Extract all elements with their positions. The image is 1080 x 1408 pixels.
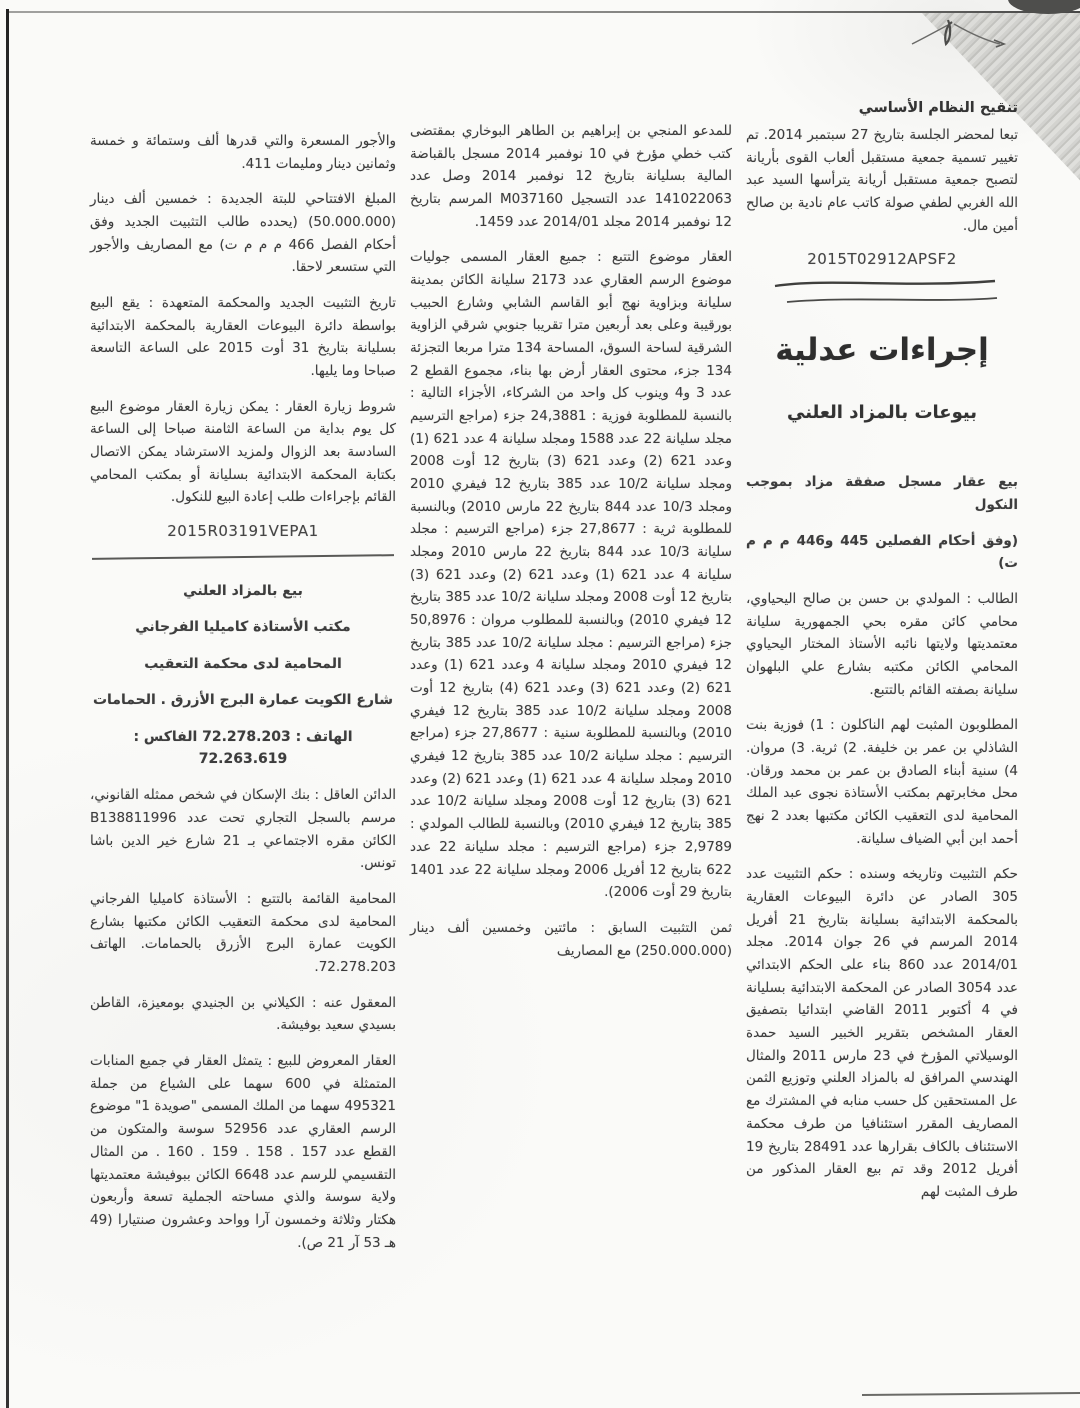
debtor-paragraph: المعقول عنه : الكيلاني بن الجنيدي بومعيزة، القاطن بسيدي سعيد بوفيشة. xyxy=(90,994,396,1034)
statute-filing-ref: 2015T02912APSF2 xyxy=(807,250,957,269)
pursuing-attorney-paragraph: المحامية القائمة بالتتبع : الأستاذة كاميليا الفرجاني المحامية لدى محكمة التعقيب الكائن مكتبها بشارع الكويت عمارة البرج الأزرق بالحمامات. الهاتف 72.278.203. xyxy=(90,891,396,976)
statute-amendment-title: تنقيح النظام الأساسي xyxy=(858,100,1018,116)
column-left xyxy=(90,0,396,1267)
handwritten-divider-icon xyxy=(757,276,1007,306)
petitioner-paragraph: الطالب : المولدي بن حسن بن صالح اليحياوي، محامي كائن مقره بحي الجمهورية سليانة معتمديتها ولايتها نائبه الأستاذ المختار اليحياوي المحامي الكائن مكتبه بشارع علي البلهوان سليانة بصفته القائم بالتتبع. xyxy=(746,591,1018,698)
creditor-paragraph: الدائن العاقل : بنك الإسكان في شخص ممثله القانوني، مرسم بالسجل التجاري تحت عدد B138811996 الكائن مقره الاجتماعي بـ 21 شارع خير الدين باشا تونس. xyxy=(90,787,396,872)
opening-bid-paragraph: المبلغ الافتتاحي للبتة الجديدة : خمسين ألف دينار (50.000.000) (يحدده طالب التثبيت الجديد وفق أحكام الفصل 466 م م م ت) مع المصاريف والأجور التي ستسعر لاحقا. xyxy=(90,191,397,276)
sale-legal-articles: (وفق أحكام الفصلين 445 و446 م م م ت) xyxy=(746,532,1018,572)
column-right xyxy=(746,0,1018,1267)
visit-conditions-paragraph: شروط زيارة العقار : يمكن زيارة العقار موضوع البيع كل يوم بداية من الساعة الثامنة صباحا إلى الساعة السادسة بعد الزوال ولمزيد الاسترشاد يمكن الاتصال بكتابة المحكمة الابتدائية بسليانة أو بمكتب المحامي القائم بإجراءات طلب إعادة البيع للنكول. xyxy=(90,398,396,506)
law-office-name: مكتب الأستاذة كاميليا الفرجاني xyxy=(135,619,351,636)
law-office-address: شارع الكويت عمارة البرج الأزرق . الحمامات xyxy=(92,692,393,709)
new-auction-date-paragraph: تاريخ التثبيت الجديد والمحكمة المتعهدة : يقع البيع بواسطة دائرة البيوعات العقارية بالمحكمة الابتدائية بسليانة بتاريخ 31 أوت 2015 على الساعة التاسعة صباحا وما يليها. xyxy=(90,295,396,380)
law-office-phone-fax: الهاتف : 72.278.203 الفاكس : 72.263.619 xyxy=(133,728,353,768)
previous-auction-price-paragraph: ثمن التثبيت السابق : مائتين وخمسين ألف دينار (250.000.000) مع المصاريف xyxy=(410,919,732,959)
column-middle xyxy=(410,0,732,1267)
sale-notice-title: بيع عقار مسجل صفقة مزاد بموجب النكول xyxy=(746,474,1018,514)
section-divider xyxy=(92,554,394,560)
second-auction-heading: بيع بالمزاد العلني xyxy=(183,583,303,600)
property-for-sale-paragraph: العقار المعروض للبيع : يتمثل العقار في جميع المنابات المتمثلة في 600 سهما على الشياع من جملة 495321 سهما من الملك المسمى "صويدة 1" موضوع الرسم العقاري عدد 52956 سوسة والمتكون من القطع عدد 157 . 158 . 159 . 160 . من المثال التقسيمي للرسم عدد 6648 الكائن ببوفيشة معتمديتها ولاية سوسة والذي مساحته الجملية تسعة وأربعون هكتار وثلاثة وخمسون آرا وواحد وعشرون صنتيارا (49 هـ 53 آر 21 ص). xyxy=(90,1053,397,1251)
respondents-paragraph: المطلوبون المثبت لهم الناكلون : 1) فوزية بنت الشاذلي بن عمر بن خليفة. 2) ثرية. 3) مروان. 4) سنية أبناء الصادق بن عمر بن محمد ورقان. محل مخابرتهم بمكتب الأستاذة نجوى عبد الملك المحامية لدى التعقيب الكائن مكتبها بعدد 2 نهج أحمد ابن أبي الضياف سليانة. xyxy=(746,717,1019,847)
buyer-registration-paragraph: للمدعو المنجي بن إبراهيم بن الطاهر البوخاري بمقتضى كتب خطي مؤرخ في 10 نوفمبر 2014 مسجل بالقباضة المالية بسليانة بتاريخ 12 نوفمبر 2014 وصل عدد 141022063 عدد التسجيل M037160 المرسم بتاريخ 12 نوفمبر 2014 مجلد 2014/01 عدد 1459. xyxy=(410,123,732,230)
law-office-title: المحامية لدى محكمة التعقيب xyxy=(144,655,342,672)
confirmation-judgment-paragraph: حكم التثبيت وتاريخه وسنده : حكم التثبيت عدد 305 الصادر عن دائرة البيوعات العقارية بالمحكمة الابتدائية بسليانة بتاريخ 21 أفريل 2014 المرسم في 26 جوان 2014. مجلد 2014/01 عدد 860 بناء على الحكم الابتدائي عدد 3054 الصادر عن المحكمة الابتدائية بسليانة في 4 أكتوبر 2011 القاضي ابتدائيا بتصفيق العقار المشخص بتقرير الخبير السيد حمدة الوسيلاتي المؤرخ في 23 مارس 2011 والمثال الهندسي المرافق له بالمزاد العلني وتوزيع الثمن عل المستحقين كل حسب منابه في المشترك مع المصاريف المقرر استئنافيا من طرف محكمة الاستئناف بالكاف بقرارها عدد 28491 بتاريخ 19 أفريل 2012 وقد تم بيع العقار المذكور من طرف المثبت لهم xyxy=(746,866,1019,1200)
auction-filing-ref: 2015R03191VEPA1 xyxy=(167,522,319,541)
public-auction-sales-subheading: بيوعات بالمزاد العلني xyxy=(786,402,977,424)
legal-procedures-heading: إجراءات عدلية xyxy=(775,332,989,369)
appraised-fees-paragraph: والأجور المسعرة والتي قدرها ألف وستمائة و خمسة وثمانين دينار ومليمات 411. xyxy=(90,133,396,172)
property-subject-paragraph: العقار موضوع التتبع : جميع العقار المسمى جوليات موضوع الرسم العقاري عدد 2173 سليانة الكائن بمدينة سليانة وبزاوية نهج أبو القاسم الشابي وشارع الحبيب بورقيبة وعلى بعد أربعين مترا تقريبا جنوبي شرقي الزاوية الشرقية لساحة السوق، المساحة 134 مترا مربعا التجزئة 134 جزء، محتوى العقار أرض بها بناء، مجموع القطع 2 عدد 3 و4 وينوب كل واحد من الشركاء، الأجزاء التالية : بالنسبة للمطلوبة فوزية : 24,3881 جزء (مراجع الترسيم مجلد سليانة 22 عدد 1588 ومجلد سليانة 4 عدد 621 (1) وعدد 621 (2) وعدد 621 (3) بتاريخ 12 أوت 2008 ومجلد سليانة 10/2 عدد 385 بتاريخ 12 فيفري 2010 ومجلد 10/3 عدد 844 بتاريخ 22 مارس 2010) وبالنسبة للمطلوبة ثرية : 27,8677 جزء (مراجع الترسيم : مجلد سليانة 10/3 عدد 844 بتاريخ 22 مارس 2010 ومجلد سليانة 4 عدد 621 (1) وعدد 621 (2) وعدد 621 (3) بتاريخ 12 أوت 2008 ومجلد سليانة 10/2 عدد 385 بتاريخ 12 فيفري 2010) وبالنسبة للمطلوب مروان : 50,8976 جزء (مراجع الترسيم : مجلد سليانة 10/2 عدد 385 بتاريخ 12 فيفري 2010 ومجلد سليانة 4 وعدد 621 (1) وعدد 621 (2) وعدد 621 (3) وعدد 621 (4) بتاريخ 12 أوت 2008 ومجلد سليانة 10/2 عدد 385 بتاريخ 12 فيفري 2010) وبالنسبة للمطلوبة سنية : 27,8677 جزء (مراجع الترسيم : مجلد سليانة 10/2 عدد 385 بتاريخ 12 فيفري 2010 ومجلد سليانة 4 عدد 621 (1) وعدد 621 (2) وعدد 621 (3) بتاريخ 12 أوت 2008 ومجلد سليانة 10/2 عدد 385 بتاريخ 12 فيفري 2010) وبالنسبة للطالب المولدي : 2,9789 جزء (مراجع الترسيم : مجلد سليانة 22 عدد 622 بتاريخ 12 أفريل 2006 ومجلد سليانة 22 عدد 1401 بتاريخ 29 أوت 2006). xyxy=(410,249,733,901)
statute-amendment-body: تبعا لمحضر الجلسة بتاريخ 27 سبتمبر 2014. تم تغيير تسمية جمعية مستقبل ألعاب القوى بأريانة لتصبح جمعية مستقبل أريانة يترأسها السيد عبد الله الغربي لطفي صولة كاتب عام نادية بن صالح أمين مال. xyxy=(746,127,1019,234)
